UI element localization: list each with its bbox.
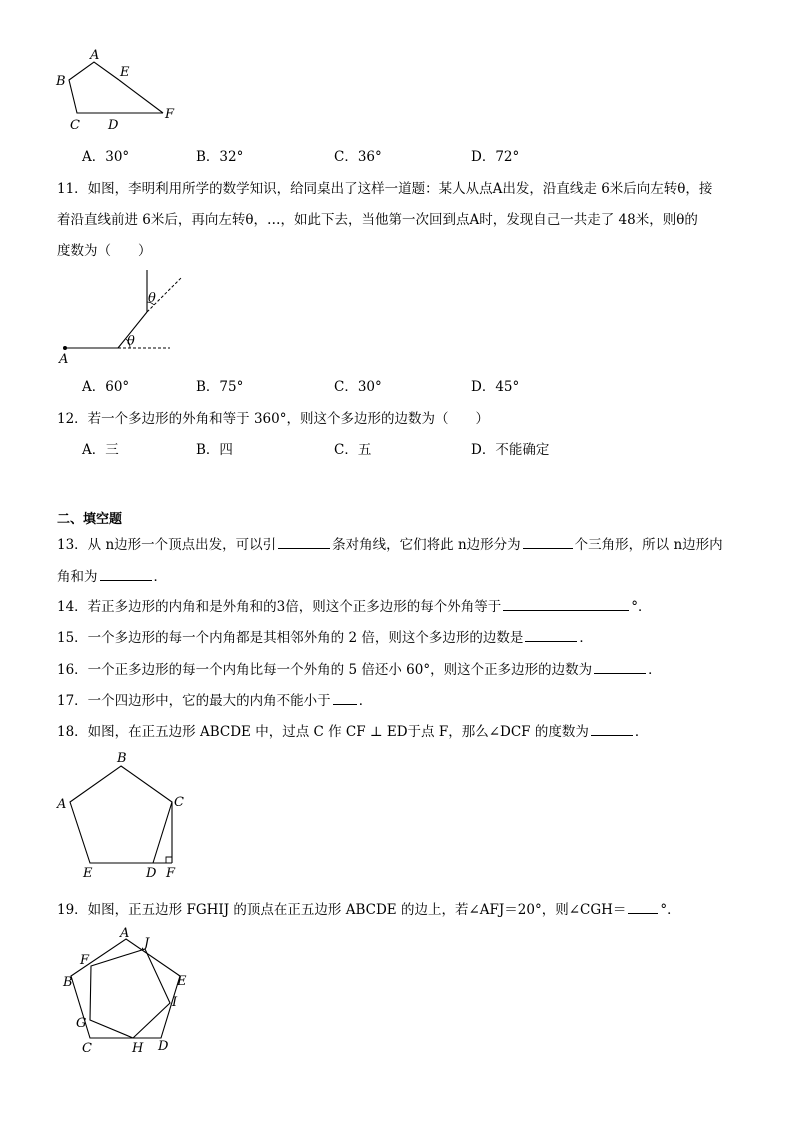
q10-label-a: A [90, 48, 100, 63]
q16-blank[interactable] [594, 659, 646, 674]
q12-option-a: A．三 [82, 442, 119, 458]
q11-option-a: A．60° [82, 379, 130, 395]
q19-label-e: E [177, 974, 187, 989]
q18-label-e: E [83, 866, 93, 881]
q14-text-b: °． [631, 599, 652, 615]
q18-blank[interactable] [591, 721, 633, 736]
q13-text-a: 13．从 n边形一个顶点出发，可以引 [57, 537, 277, 553]
q17-text-a: 17．一个四边形中，它的最大的内角不能小于 [57, 693, 331, 709]
q18-figure [55, 750, 195, 880]
q18-label-f: F [166, 866, 176, 881]
q10-pentagon [69, 62, 119, 113]
q10-label-b: B [56, 74, 66, 89]
q19-label-c: C [82, 1041, 92, 1056]
q10-figure [50, 45, 190, 135]
q16-line [57, 659, 662, 679]
q13-text-b: 条对角线，它们将此 n边形分为 [332, 537, 521, 553]
q19-blank[interactable] [628, 899, 658, 914]
q10-label-d: D [108, 118, 119, 133]
q10-option-b: B．32° [196, 149, 244, 165]
q10-label-f: F [165, 107, 175, 122]
q19-line [57, 899, 681, 919]
q12-option-b: B．四 [196, 442, 233, 458]
q10-option-d: D．72° [471, 149, 520, 165]
q19-inner-pentagon [90, 949, 170, 1038]
q11-figure [55, 265, 195, 365]
q11-label-a: A [59, 352, 69, 367]
q10-option-c: C．36° [334, 149, 382, 165]
q19-label-h: H [132, 1041, 144, 1056]
q11-line-1: 11．如图，李明利用所学的数学知识，给同桌出了这样一道题：某人从点A出发，沿直线走 6米后向左转θ，接 [57, 181, 713, 197]
q11-option-c: C．30° [334, 379, 382, 395]
q19-label-g: G [76, 1016, 87, 1031]
q15-text-a: 15．一个多边形的每一个内角都是其相邻外角的 2 倍，则这个多边形的边数是 [57, 630, 524, 646]
q18-label-d: D [146, 866, 157, 881]
q13-line-1 [57, 534, 723, 554]
q18-label-a: A [57, 797, 67, 812]
q11-option-b: B．75° [196, 379, 244, 395]
q16-text-b: ． [648, 662, 662, 678]
q13-text-c: 个三角形，所以 n边形内 [574, 537, 723, 553]
q19-text-a: 19．如图，正五边形 FGHIJ 的顶点在正五边形 ABCDE 的边上，若∠AFJ＝20°，则∠CGH＝ [57, 902, 627, 918]
q10-label-e: E [120, 65, 130, 80]
q15-blank[interactable] [525, 627, 577, 642]
section-2-heading: 二、填空题 [57, 512, 123, 527]
q13-blank-3[interactable] [100, 566, 152, 581]
q11-label-theta-2: θ [148, 291, 156, 306]
q18-label-c: C [174, 795, 184, 810]
q10-line-ef [119, 80, 163, 113]
q12-option-c: C．五 [334, 442, 372, 458]
q19-label-j: J [144, 936, 150, 951]
q19-label-d: D [158, 1039, 169, 1054]
q18-pentagon [70, 766, 172, 863]
q15-text-b: ． [579, 630, 593, 646]
q18-text-b: ． [634, 724, 649, 740]
q19-text-b: °． [660, 902, 681, 918]
q11-line-3: 度数为（ ） [57, 243, 152, 259]
q10-label-c: C [70, 118, 80, 133]
q17-text-b: ． [358, 693, 373, 709]
q18-label-b: B [117, 751, 127, 766]
q14-text-a: 14．若正多边形的内角和是外角和的3倍，则这个正多边形的每个外角等于 [57, 599, 502, 615]
q17-blank[interactable] [333, 690, 357, 705]
q18-text-a: 18．如图，在正五边形 ABCDE 中，过点 C 作 CF ⊥ ED于点 F，那么∠DCF 的度数为 [57, 724, 589, 740]
q11-label-theta-1: θ [127, 334, 135, 349]
q19-label-b: B [63, 975, 73, 990]
q19-figure [60, 928, 200, 1058]
q11-option-d: D．45° [471, 379, 520, 395]
q14-blank[interactable] [503, 596, 629, 611]
q13-blank-2[interactable] [523, 534, 573, 549]
q19-label-i: I [172, 995, 178, 1010]
q17-line [57, 690, 372, 710]
q12-text: 12．若一个多边形的外角和等于 360°，则这个多边形的边数为（ ） [57, 411, 489, 427]
q14-line [57, 596, 652, 616]
q19-label-f: F [80, 953, 90, 968]
q11-line-2: 着沿直线前进 6米后，再向左转θ，…，如此下去，当他第一次回到点A时，发现自己一共走了 48米，则θ的 [57, 212, 698, 228]
q16-text-a: 16．一个正多边形的每一个内角比每一个外角的 5 倍还小 60°，则这个正多边形的边数为 [57, 662, 593, 678]
q13-text-e: ． [153, 569, 167, 585]
q18-line [57, 721, 648, 741]
q13-line-2 [57, 566, 167, 586]
q12-option-d: D．不能确定 [471, 442, 550, 458]
q15-line [57, 627, 593, 647]
q13-text-d: 角和为 [57, 569, 98, 585]
q19-label-a: A [120, 926, 130, 941]
q13-blank-1[interactable] [278, 534, 330, 549]
q10-option-a: A．30° [82, 149, 130, 165]
q18-right-angle [166, 857, 172, 863]
